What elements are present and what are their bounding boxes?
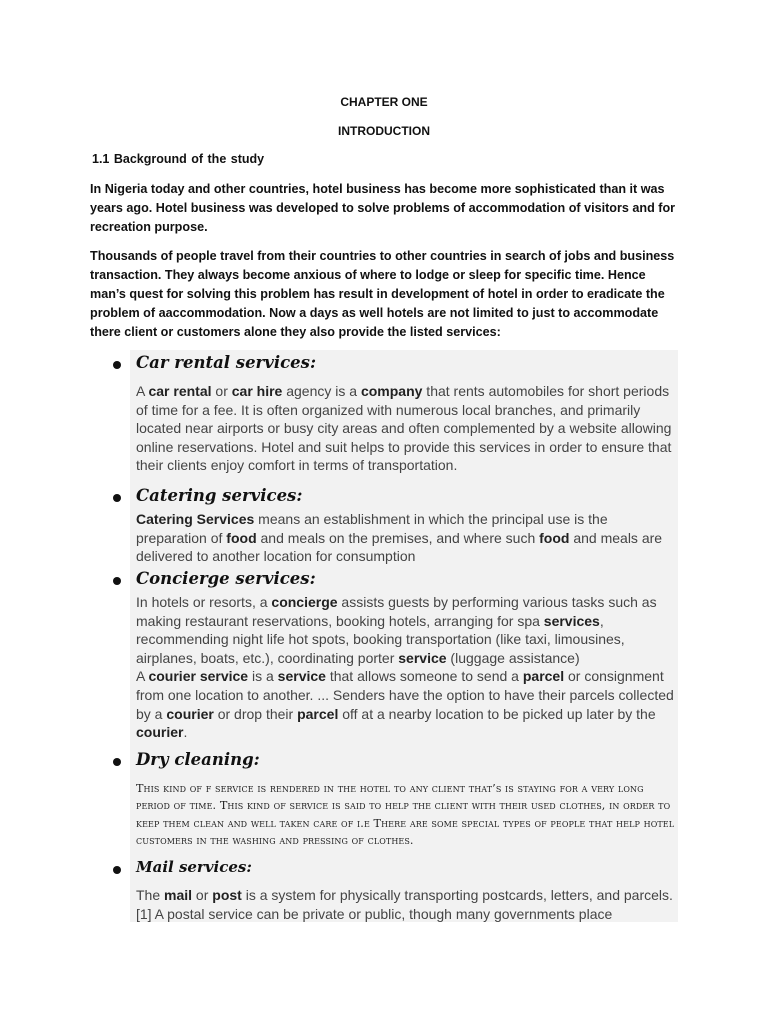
bullet-icon bbox=[113, 494, 121, 502]
car-rental-title: Car rental services: bbox=[136, 353, 317, 372]
intro-paragraph-2: Thousands of people travel from their countries to other countries in search of jobs and business transaction. They always become anxious of where to lodge or sleep for specific time. Hence man’s quest for solving this problem has result in development of hotel in order to eradicate the problem of aaccommodation. Now a days as well hotels are not limited to just to accommodate there client or customers alone they also provide the listed services: bbox=[90, 249, 675, 339]
car-rental-text: A car rental or car hire agency is a company that rents automobiles for short periods of time for a fee. It is often organized with numerous local branches, and primarily located near airports or busy city areas and often complemented by a website allowing online reservations. Hotel and suit helps to provide this services in order to ensure that their clients enjoy comfort in terms of transportation. bbox=[136, 383, 672, 474]
mail-services-title: Mail services: bbox=[136, 858, 252, 876]
intro-paragraph: In Nigeria today and other countries, hotel business has become more sophisticated than it was years ago. Hotel business was developed to solve problems of accommodation of visitors and for recreation purpose. bbox=[90, 182, 676, 234]
page-title: INTRODUCTION bbox=[338, 124, 430, 138]
bullet-icon bbox=[113, 758, 121, 766]
section-heading: 1.1 Background of the study bbox=[92, 152, 265, 166]
bullet-icon bbox=[113, 577, 121, 585]
dry-cleaning-title: Dry cleaning: bbox=[136, 750, 260, 769]
bullet-icon bbox=[113, 866, 121, 874]
bullet-icon bbox=[113, 361, 121, 369]
concierge-title: Concierge services: bbox=[136, 569, 316, 588]
catering-text: Catering Services means an establishment in which the principal use is the preparation of food and meals on the premises, and where such food and meals are delivered to another location for consumption bbox=[136, 511, 663, 565]
mail-services-text: The mail or post is a system for physically transporting postcards, letters, and parcels. [1] A postal service can be private or public, though many governments place bbox=[136, 887, 673, 922]
dry-cleaning-text: This kind of f service is rendered in the hotel to any client that’s is staying for a very long period of time. This kind of service is said to help the client with their used clothes, in order to keep them clean and well taken care of i.e There are some special types of people that help hotel customers in the washing and pressing of clothes. bbox=[136, 782, 675, 847]
concierge-text: In hotels or resorts, a concierge assists guests by performing various tasks such as making restaurant reservations, booking hotels, arranging for spa services, recommending night life hot spots, booking transportation (like taxi, limousines, airplanes, boats, etc.), coordinating porter service (luggage assistance) A courier service is a service that allows someone to send a parcel or consignment from one location to another. ... Senders have the option to have their parcels collected by a courier or drop their parcel off at a nearby location to be picked up later by the courier. bbox=[136, 594, 674, 741]
catering-title: Catering services: bbox=[136, 486, 303, 505]
chapter-heading: CHAPTER ONE bbox=[340, 95, 428, 109]
